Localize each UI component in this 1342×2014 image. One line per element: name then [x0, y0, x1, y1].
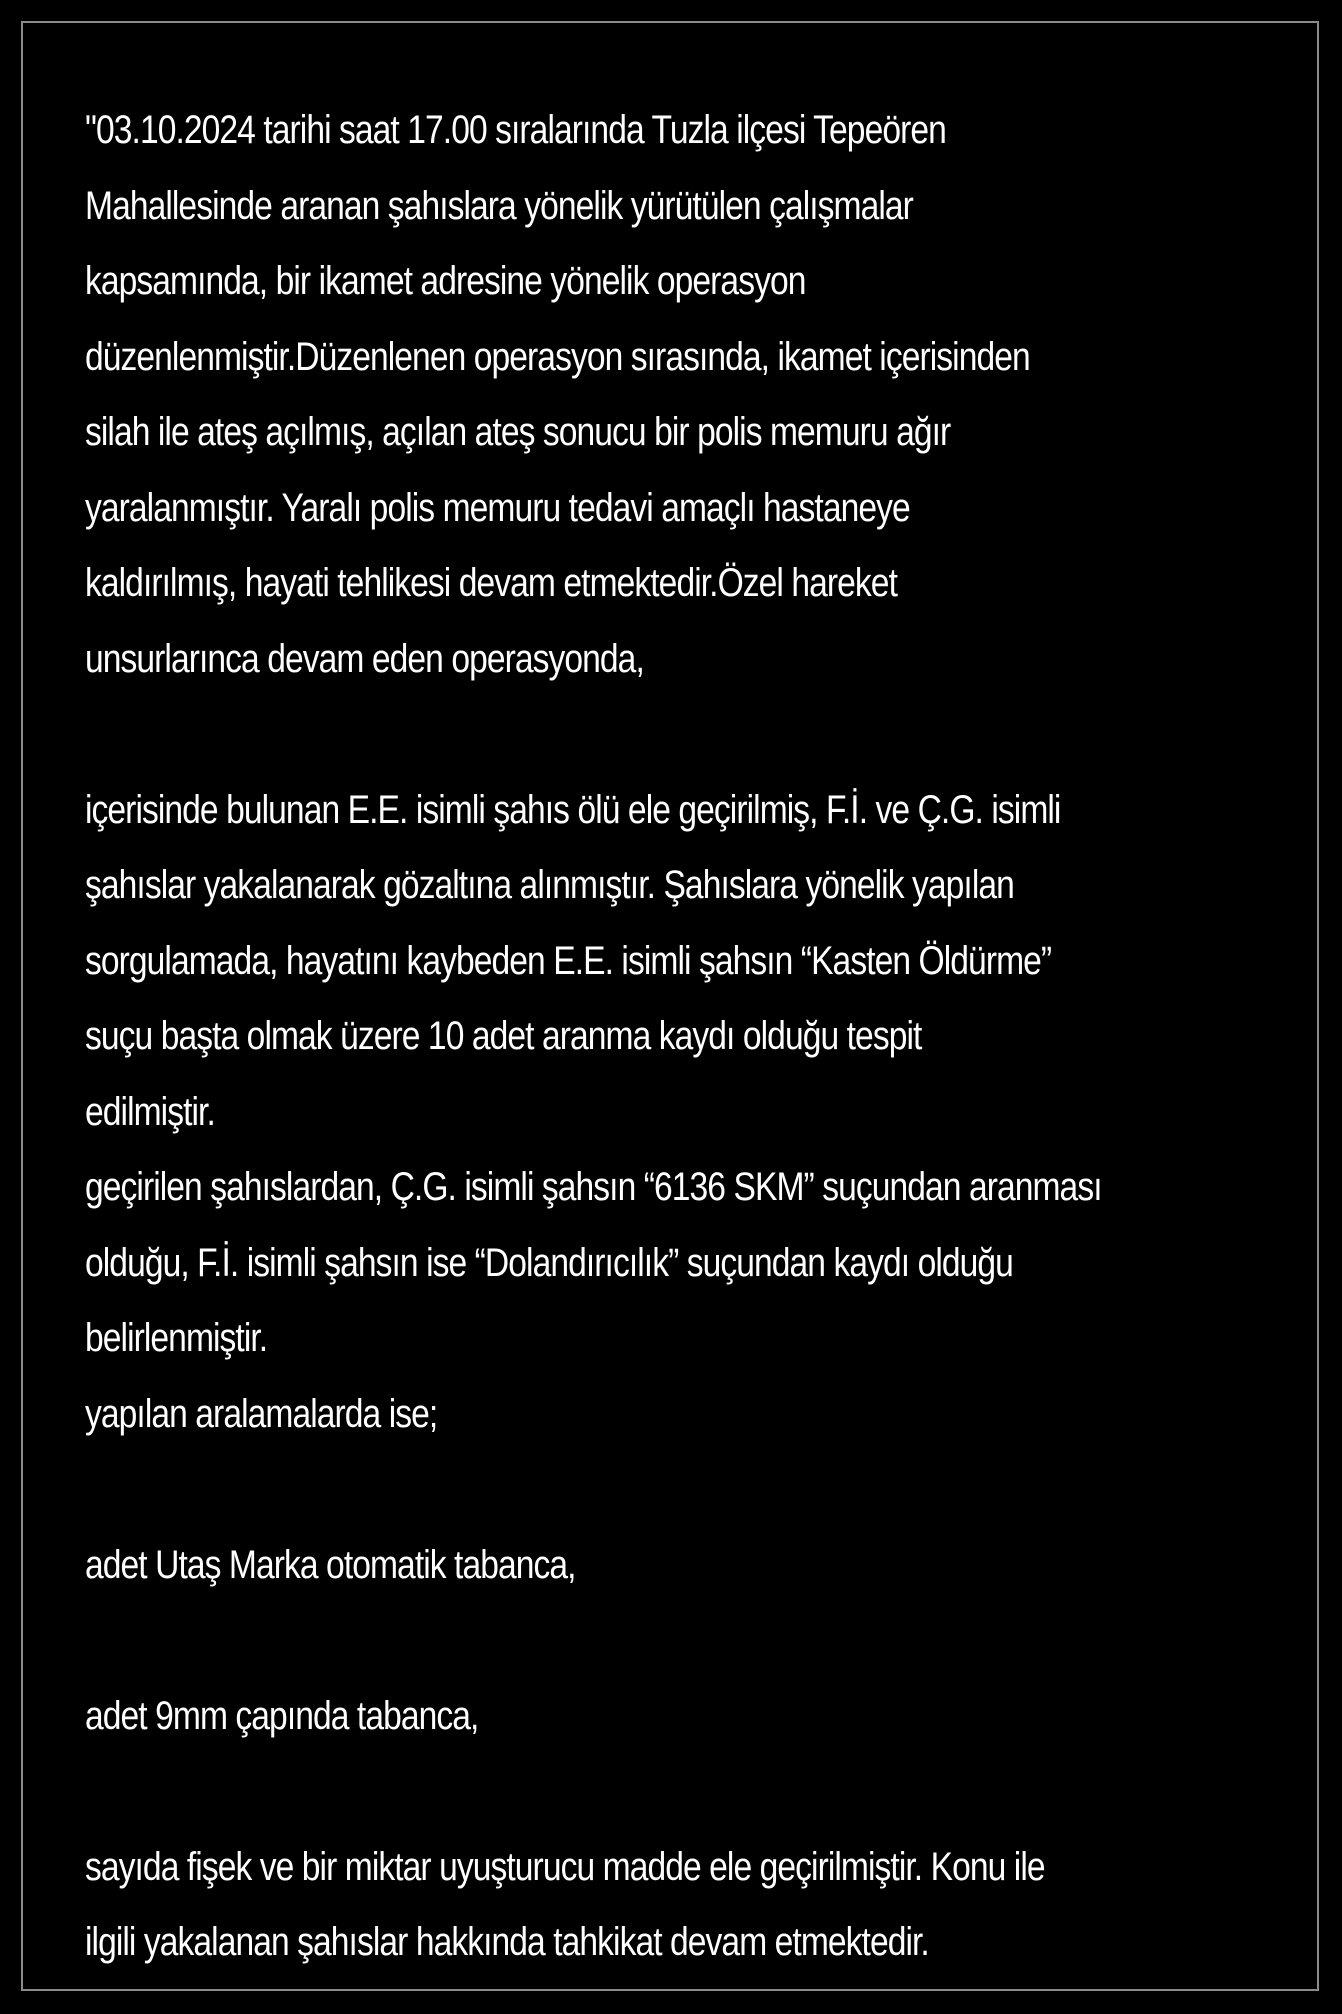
- paragraph-spacer: [85, 697, 1300, 773]
- text-line: içerisinde bulunan E.E. isimli şahıs ölü ele geçirilmiş, F.İ. ve Ç.G. isimli: [85, 787, 1061, 832]
- text-line: suçu başta olmak üzere 10 adet aranma kaydı olduğu tespit: [85, 1014, 922, 1058]
- text-line: "03.10.2024 tarihi saat 17.00 sıralarında Tuzla ilçesi Tepeören: [85, 108, 946, 152]
- text-line: kaldırılmış, hayati tehlikesi devam etmektedir.Özel hareket: [85, 561, 897, 605]
- text-line: unsurlarınca devam eden operasyonda,: [85, 636, 644, 681]
- text-line: geçirilen şahıslardan, Ç.G. isimli şahsın “6136 SKM” suçundan aranması: [85, 1165, 1102, 1209]
- text-line: ilgili yakalanan şahıslar hakkında tahkikat devam etmektedir.: [85, 1920, 929, 1964]
- text-line: düzenlenmiştir.Düzenlenen operasyon sırasında, ikamet içerisinden: [85, 334, 1030, 379]
- paragraph-spacer: [85, 1603, 1300, 1679]
- paragraph-closing: [85, 1830, 1300, 1981]
- text-line: adet Utaş Marka otomatik tabanca,: [85, 1542, 576, 1587]
- document-frame: [21, 21, 1319, 1991]
- text-line: şahıslar yakalanarak gözaltına alınmıştır. Şahıslara yönelik yapılan: [85, 863, 1014, 907]
- paragraph-suspects: [85, 773, 1300, 1453]
- text-line: olduğu, F.İ. isimli şahsın ise “Dolandırıcılık” suçundan kaydı olduğu: [85, 1240, 1013, 1285]
- text-line: edilmiştir.: [85, 1089, 215, 1134]
- text-line: yaralanmıştır. Yaralı polis memuru tedavi amaçlı hastaneye: [85, 485, 910, 530]
- paragraph-operation-summary: [85, 93, 1300, 697]
- paragraph-seized-item-1: [85, 1528, 1300, 1604]
- text-line: silah ile ateş açılmış, açılan ateş sonucu bir polis memuru ağır: [85, 410, 951, 454]
- text-line: adet 9mm çapında tabanca,: [85, 1693, 479, 1738]
- paragraph-spacer: [85, 1452, 1300, 1528]
- text-line: yapılan aralamalarda ise;: [85, 1391, 438, 1436]
- paragraph-seized-item-2: [85, 1679, 1300, 1755]
- text-line: Mahallesinde aranan şahıslara yönelik yürütülen çalışmalar: [85, 183, 913, 228]
- text-line: sorgulamada, hayatını kaybeden E.E. isimli şahsın “Kasten Öldürme”: [85, 938, 1052, 983]
- paragraph-spacer: [85, 1754, 1300, 1830]
- text-line: belirlenmiştir.: [85, 1316, 268, 1360]
- statement-text: [85, 93, 1300, 1981]
- text-line: kapsamında, bir ikamet adresine yönelik operasyon: [85, 259, 806, 303]
- text-line: sayıda fişek ve bir miktar uyuşturucu madde ele geçirilmiştir. Konu ile: [85, 1844, 1045, 1889]
